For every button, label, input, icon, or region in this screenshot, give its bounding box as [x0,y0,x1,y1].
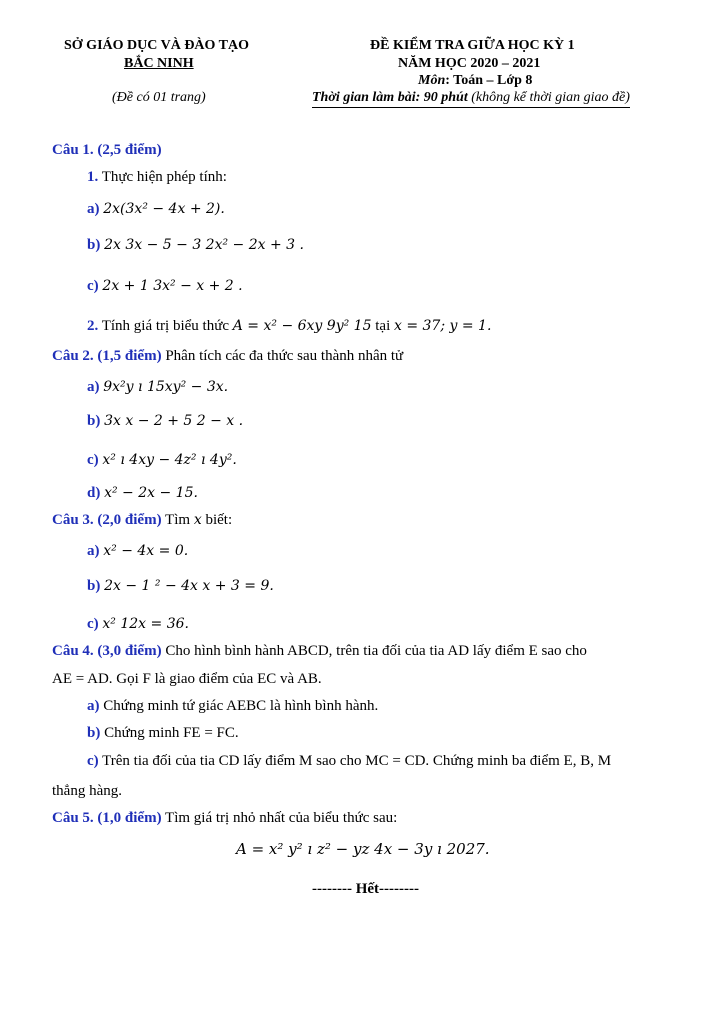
header-department: SỞ GIÁO DỤC VÀ ĐÀO TẠO [64,38,250,53]
q4-title: Câu 4. (3,0 điểm) [52,643,162,659]
q1-c-label: c) [87,278,99,294]
q3-b-label: b) [87,578,101,594]
q5-title: Câu 5. (1,0 điểm) [52,810,162,826]
header-province: BẮC NINH [124,56,194,71]
q2-text: Phân tích các đa thức sau thành nhân tử [161,348,404,364]
q3-title: Câu 3. (2,0 điểm) [52,512,162,528]
subject-value: : Toán – Lớp 8 [445,73,533,88]
q1-part2-expression: A = x² − 6xy 9y² 15 [232,318,372,334]
q1-title: Câu 1. (2,5 điểm) [52,142,162,158]
q3-text2: biết: [201,512,233,528]
exam-title: ĐỀ KIỂM TRA GIỮA HỌC KỲ 1 [370,38,575,53]
subject-label: Môn [418,73,446,88]
q2-item-d [87,484,198,502]
q4-item-b [87,724,239,742]
q2-title: Câu 2. (1,5 điểm) [52,348,162,364]
q3-variable: x [193,512,202,528]
q5-heading [52,809,397,827]
q2-heading [52,347,403,365]
q4-a-label: a) [87,698,100,714]
duration-bold: Thời gian làm bài: 90 phút [312,90,468,105]
q3-heading [52,511,232,529]
q1-part1 [87,168,227,186]
subject-line [418,73,532,90]
q2-item-a [87,378,228,396]
q1-part2-mid: tại [371,318,394,334]
q2-d-expression: x² − 2x − 15. [104,485,198,501]
q3-c-expression: x² 12x = 36. [102,616,189,632]
q1-part1-number: 1. [87,169,99,185]
q1-b-expression: 2x 3x − 5 − 3 2x² − 2x + 3 . [104,237,304,253]
q1-part2-values: x = 37; y = 1. [394,318,492,334]
q3-item-b [87,577,274,595]
q2-d-label: d) [87,485,101,501]
q2-item-c [87,451,237,469]
q4-line2: AE = AD. Gọi F là giao điểm của EC và AB. [52,671,322,687]
q2-b-expression: 3x x − 2 + 5 2 − x . [104,413,244,429]
q3-b-expression: 2x − 1 ² − 4x x + 3 = 9. [104,578,274,594]
exam-duration [312,90,630,108]
q2-item-b [87,412,243,430]
q4-b-text: Chứng minh FE = FC. [100,725,239,741]
end-marker: -------- Hết-------- [312,881,419,897]
q2-a-expression: 9x²y ı 15xy² − 3x. [103,379,229,395]
q1-part1-text: Thực hiện phép tính: [98,169,227,185]
q1-part2 [87,317,491,335]
q2-b-label: b) [87,413,101,429]
duration-note: (không kể thời gian giao đề) [467,90,630,105]
q1-part2-text: Tính giá trị biểu thức [98,318,233,334]
q1-a-expression: 2x(3x² − 4x + 2). [103,201,225,217]
q3-text: Tìm [161,512,194,528]
school-year: NĂM HỌC 2020 – 2021 [398,56,541,71]
header-page-note: (Đề có 01 trang) [112,90,206,105]
q4-c-label: c) [87,753,99,769]
q4-line1: Cho hình bình hành ABCD, trên tia đối của tia AD lấy điểm E sao cho [161,643,587,659]
q5-expression: A = x² y² ı z² − yz 4x − 3y ı 2027. [236,840,490,858]
q4-b-label: b) [87,725,101,741]
q1-b-label: b) [87,237,101,253]
q4-item-c [87,752,611,770]
q1-item-a [87,200,225,218]
q4-item-a [87,697,378,715]
q2-c-expression: x² ı 4xy − 4z² ı 4y². [102,452,237,468]
q1-a-label: a) [87,201,100,217]
q4-c-text: Trên tia đối của tia CD lấy điểm M sao cho MC = CD. Chứng minh ba điểm E, B, M [98,753,612,769]
q3-c-label: c) [87,616,99,632]
q1-item-c [87,277,243,295]
q2-c-label: c) [87,452,99,468]
q3-a-expression: x² − 4x = 0. [103,543,189,559]
q1-part2-number: 2. [87,318,99,334]
q4-c-text2: thẳng hàng. [52,783,122,799]
q3-a-label: a) [87,543,100,559]
q3-item-a [87,542,188,560]
q1-item-b [87,236,304,254]
q3-item-c [87,615,189,633]
q4-a-text: Chứng minh tứ giác AEBC là hình bình hành. [99,698,379,714]
q5-text: Tìm giá trị nhỏ nhất của biểu thức sau: [161,810,398,826]
q4-heading [52,642,682,660]
q1-c-expression: 2x + 1 3x² − x + 2 . [102,278,243,294]
q2-a-label: a) [87,379,100,395]
